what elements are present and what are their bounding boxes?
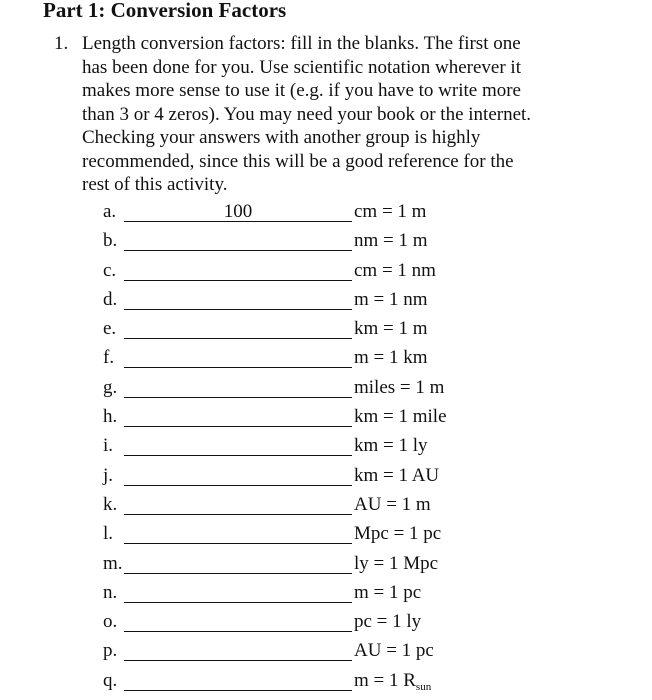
answer-blank-line [124, 602, 352, 603]
unit-equation [354, 435, 428, 457]
unit-equation [354, 640, 434, 662]
answer-blank-line [124, 455, 352, 456]
unit-equation [354, 494, 431, 516]
conversion-row [0, 345, 652, 374]
unit-equation [354, 406, 447, 428]
answer-blank-line [124, 690, 352, 691]
answer-blank-line [124, 280, 352, 281]
item-letter: d. [103, 288, 118, 310]
item-letter: e. [103, 318, 117, 340]
conversion-row [0, 199, 652, 228]
answer-blank-line [124, 426, 352, 427]
item-letter: h. [103, 406, 118, 428]
unit-equation [354, 318, 428, 340]
instruction-line: has been done for you. Use scientific notation wherever it [82, 56, 521, 78]
answer-blank-line [124, 309, 352, 310]
item-letter: f. [103, 347, 115, 369]
unit-equation-text: AU = 1 pc [354, 640, 434, 662]
unit-equation [354, 670, 431, 698]
unit-equation-text: m = 1 nm [354, 288, 428, 310]
item-letter: o. [103, 611, 118, 633]
conversion-row [0, 375, 652, 404]
answer-blank-line [124, 250, 352, 251]
item-letter: c. [103, 259, 117, 281]
conversion-row [0, 609, 652, 638]
unit-equation-text: m = 1 R [354, 669, 416, 691]
unit-equation [354, 230, 428, 252]
conversion-row [0, 258, 652, 287]
instruction-line: recommended, since this will be a good reference for the [82, 150, 514, 172]
item-letter: g. [103, 376, 118, 398]
answer-blank-line [124, 338, 352, 339]
unit-equation [354, 582, 421, 604]
conversion-row [0, 551, 652, 580]
question-number: 1. [54, 33, 69, 54]
unit-equation-text: m = 1 km [354, 347, 428, 369]
instruction-line: than 3 or 4 zeros). You may need your book or the internet. [82, 103, 532, 125]
item-letter: a. [103, 201, 117, 222]
conversion-row [0, 404, 652, 433]
conversion-row [0, 668, 652, 697]
instruction-line: makes more sense to use it (e.g. if you have to write more [82, 80, 521, 101]
item-letter: q. [103, 669, 118, 691]
unit-equation-text: Mpc = 1 pc [354, 523, 442, 545]
conversion-row [0, 228, 652, 257]
unit-equation-text: km = 1 ly [354, 435, 428, 457]
item-letter: n. [103, 581, 118, 603]
unit-equation [354, 611, 421, 633]
conversion-row [0, 463, 652, 492]
answer-blank-line [124, 485, 352, 486]
unit-equation-text: pc = 1 ly [354, 611, 422, 633]
item-letter: b. [103, 230, 118, 252]
conversion-row [0, 316, 652, 345]
unit-equation [354, 347, 428, 369]
unit-equation [354, 201, 426, 223]
unit-equation-text: cm = 1 m [354, 201, 427, 222]
answer-blank-line [124, 573, 352, 574]
instruction-line: rest of this activity. [82, 174, 228, 195]
item-letter: p. [103, 640, 118, 662]
instruction-line: Length conversion factors: fill in the blanks. The first one [82, 33, 521, 54]
unit-equation [354, 465, 439, 487]
unit-equation-text: km = 1 mile [354, 406, 447, 428]
item-letter: i. [103, 435, 114, 457]
conversion-row [0, 287, 652, 316]
unit-equation-text: nm = 1 m [354, 230, 428, 252]
conversion-row [0, 638, 652, 667]
conversion-list [0, 199, 652, 697]
answer-blank-line [124, 397, 352, 398]
answer-blank-line [124, 543, 352, 544]
item-letter: l. [103, 523, 114, 545]
conversion-row [0, 580, 652, 609]
unit-equation [354, 289, 428, 311]
unit-equation-text: m = 1 pc [354, 581, 422, 603]
unit-equation-text: AU = 1 m [354, 493, 431, 515]
answer-value: 100 [223, 201, 253, 222]
answer-blank-line [124, 367, 352, 368]
conversion-row [0, 433, 652, 462]
item-letter: m. [103, 552, 123, 574]
unit-equation-text: ly = 1 Mpc [354, 552, 439, 574]
answer-blank-line [124, 514, 352, 515]
unit-equation-text: cm = 1 nm [354, 259, 436, 281]
unit-equation [354, 553, 438, 575]
instruction-line: Checking your answers with another group is highly [82, 127, 481, 148]
unit-equation [354, 523, 441, 545]
unit-equation [354, 377, 444, 399]
unit-equation-text: miles = 1 m [354, 376, 445, 398]
conversion-row [0, 492, 652, 521]
item-letter: k. [103, 493, 118, 515]
conversion-row [0, 521, 652, 550]
item-letter: j. [103, 464, 114, 486]
unit-subscript: sun [415, 680, 432, 693]
unit-equation-text: km = 1 AU [354, 464, 440, 486]
answer-blank-line [124, 631, 352, 632]
unit-equation-text: km = 1 m [354, 318, 428, 340]
answer-blank-line [124, 660, 352, 661]
question-instructions [82, 32, 602, 197]
section-heading: Part 1: Conversion Factors [43, 0, 287, 22]
unit-equation [354, 260, 436, 282]
